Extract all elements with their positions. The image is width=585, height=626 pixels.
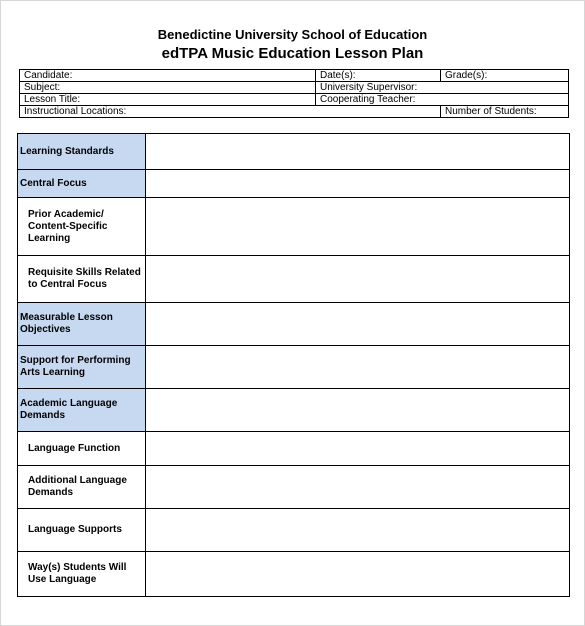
instructional-locations-field[interactable]: Instructional Locations: (20, 106, 441, 118)
plan-row (18, 303, 570, 346)
plan-row-label (18, 134, 146, 170)
plan-row-label (18, 432, 146, 466)
plan-row-entry-cell[interactable] (146, 509, 570, 552)
plan-row (18, 134, 570, 170)
plan-row-label (18, 466, 146, 509)
plan-row (18, 198, 570, 256)
plan-row-entry-cell[interactable] (146, 466, 570, 509)
lesson-plan-title: edTPA Music Education Lesson Plan (161, 45, 424, 62)
candidate-field[interactable]: Candidate: (20, 70, 316, 82)
plan-row (18, 552, 570, 597)
plan-row-label-text: Language Function (28, 442, 121, 454)
plan-row (18, 509, 570, 552)
plan-row-label-text: Learning Standards (20, 145, 114, 157)
cooperating-teacher-field[interactable]: Cooperating Teacher: (316, 94, 569, 106)
school-title: Benedictine University School of Education (157, 27, 428, 42)
subject-field[interactable]: Subject: (20, 82, 316, 94)
plan-row (18, 432, 570, 466)
plan-row-label (18, 552, 146, 597)
plan-row-label-text: Academic Language Demands (20, 398, 118, 421)
plan-row-label (18, 389, 146, 432)
lesson-title-field[interactable]: Lesson Title: (20, 94, 316, 106)
plan-row (18, 346, 570, 389)
plan-row-entry-cell[interactable] (146, 346, 570, 389)
plan-row-entry-cell[interactable] (146, 170, 570, 198)
plan-row-entry-cell[interactable] (146, 134, 570, 170)
plan-row-entry-cell[interactable] (146, 432, 570, 466)
plan-row-label-text: Support for Performing Arts Learning (20, 355, 131, 378)
plan-row-entry-cell[interactable] (146, 256, 570, 303)
plan-row-label (18, 303, 146, 346)
header-info-table (19, 69, 569, 118)
plan-row-label-text: Central Focus (20, 177, 87, 189)
plan-row-label-text: Requisite Skills Related to Central Focus (28, 267, 141, 290)
plan-row-label (18, 346, 146, 389)
header-row (20, 70, 569, 82)
number-of-students-field[interactable]: Number of Students: (441, 106, 569, 118)
university-supervisor-field[interactable]: University Supervisor: (316, 82, 569, 94)
plan-row-label-text: Prior Academic/ Content-Specific Learning (28, 208, 108, 244)
plan-row (18, 256, 570, 303)
plan-row-label-text: Measurable Lesson Objectives (20, 312, 113, 335)
grades-field[interactable]: Grade(s): (441, 70, 569, 82)
plan-row-entry-cell[interactable] (146, 552, 570, 597)
header-row (20, 106, 569, 118)
plan-row-label-text: Additional Language Demands (28, 475, 127, 498)
plan-row-entry-cell[interactable] (146, 389, 570, 432)
header-row (20, 82, 569, 94)
plan-row-label-text: Way(s) Students Will Use Language (28, 562, 127, 585)
plan-row-label (18, 198, 146, 256)
plan-row (18, 466, 570, 509)
plan-row-label (18, 170, 146, 198)
plan-row-label (18, 256, 146, 303)
plan-row (18, 170, 570, 198)
lesson-plan-table (17, 133, 570, 597)
dates-field[interactable]: Date(s): (316, 70, 441, 82)
header-row (20, 94, 569, 106)
plan-row (18, 389, 570, 432)
plan-row-entry-cell[interactable] (146, 303, 570, 346)
plan-row-label-text: Language Supports (28, 524, 122, 535)
plan-row-entry-cell[interactable] (146, 198, 570, 256)
plan-row-label (18, 509, 146, 552)
